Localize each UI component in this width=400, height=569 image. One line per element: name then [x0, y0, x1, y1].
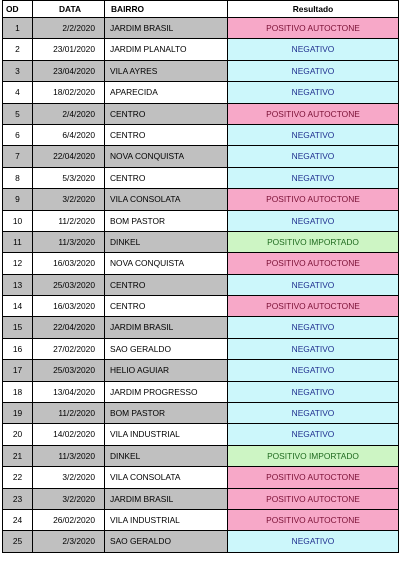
cases-table [2, 0, 399, 553]
header-row [3, 1, 399, 18]
cell-resultado[interactable]: POSITIVO AUTOCTONE [228, 296, 399, 317]
table-row [3, 189, 399, 210]
cell-od[interactable]: 1 [3, 18, 33, 39]
cell-resultado[interactable]: NEGATIVO [228, 146, 399, 167]
cell-bairro[interactable]: VILA INDUSTRIAL [105, 509, 228, 530]
cell-bairro[interactable]: CENTRO [105, 103, 228, 124]
cell-od[interactable]: 14 [3, 296, 33, 317]
cell-bairro[interactable]: NOVA CONQUISTA [105, 253, 228, 274]
cell-data[interactable]: 6/4/2020 [33, 124, 105, 145]
cell-resultado[interactable]: NEGATIVO [228, 39, 399, 60]
cell-od[interactable]: 6 [3, 124, 33, 145]
cell-resultado[interactable]: NEGATIVO [228, 381, 399, 402]
cell-bairro[interactable]: CENTRO [105, 167, 228, 188]
cell-od[interactable]: 15 [3, 317, 33, 338]
cell-od[interactable]: 13 [3, 274, 33, 295]
cell-resultado[interactable]: NEGATIVO [228, 167, 399, 188]
cell-data[interactable]: 3/2/2020 [33, 467, 105, 488]
cell-data[interactable]: 16/03/2020 [33, 296, 105, 317]
table-row [3, 210, 399, 231]
cell-od[interactable]: 7 [3, 146, 33, 167]
cell-resultado[interactable]: NEGATIVO [228, 274, 399, 295]
cell-od[interactable]: 11 [3, 231, 33, 252]
table-row [3, 317, 399, 338]
cell-bairro[interactable]: JARDIM PLANALTO [105, 39, 228, 60]
cell-data[interactable]: 3/2/2020 [33, 488, 105, 509]
cell-data[interactable]: 11/3/2020 [33, 445, 105, 466]
table-row [3, 231, 399, 252]
table-row [3, 60, 399, 81]
cell-data[interactable]: 25/03/2020 [33, 274, 105, 295]
cell-od[interactable]: 3 [3, 60, 33, 81]
spreadsheet [2, 0, 398, 553]
cell-bairro[interactable]: BOM PASTOR [105, 403, 228, 424]
table-row [3, 424, 399, 445]
cell-od[interactable]: 22 [3, 467, 33, 488]
table-row [3, 445, 399, 466]
table-row [3, 531, 399, 552]
cell-bairro[interactable]: JARDIM PROGRESSO [105, 381, 228, 402]
cell-data[interactable]: 22/04/2020 [33, 146, 105, 167]
table-row [3, 274, 399, 295]
table-body [3, 18, 399, 553]
cell-resultado[interactable]: POSITIVO AUTOCTONE [228, 18, 399, 39]
cell-bairro[interactable]: VILA INDUSTRIAL [105, 424, 228, 445]
cell-bairro[interactable]: CENTRO [105, 296, 228, 317]
cell-bairro[interactable]: BOM PASTOR [105, 210, 228, 231]
cell-resultado[interactable]: NEGATIVO [228, 531, 399, 552]
cell-resultado[interactable]: POSITIVO IMPORTADO [228, 231, 399, 252]
cell-bairro[interactable]: JARDIM BRASIL [105, 317, 228, 338]
cell-data[interactable]: 23/04/2020 [33, 60, 105, 81]
cell-od[interactable]: 4 [3, 82, 33, 103]
cell-data[interactable]: 2/4/2020 [33, 103, 105, 124]
header-od[interactable]: OD [3, 1, 33, 18]
table-row [3, 124, 399, 145]
cell-bairro[interactable]: SAO GERALDO [105, 338, 228, 359]
cell-bairro[interactable]: JARDIM BRASIL [105, 488, 228, 509]
cell-od[interactable]: 5 [3, 103, 33, 124]
cell-bairro[interactable]: SAO GERALDO [105, 531, 228, 552]
cell-data[interactable]: 5/3/2020 [33, 167, 105, 188]
cell-resultado[interactable]: POSITIVO AUTOCTONE [228, 467, 399, 488]
cell-resultado[interactable]: NEGATIVO [228, 210, 399, 231]
cell-data[interactable]: 22/04/2020 [33, 317, 105, 338]
cell-bairro[interactable]: NOVA CONQUISTA [105, 146, 228, 167]
table-row [3, 253, 399, 274]
cell-bairro[interactable]: CENTRO [105, 124, 228, 145]
cell-od[interactable]: 2 [3, 39, 33, 60]
cell-bairro[interactable]: HELIO AGUIAR [105, 360, 228, 381]
table-row [3, 509, 399, 530]
cell-data[interactable]: 11/3/2020 [33, 231, 105, 252]
cell-bairro[interactable]: JARDIM BRASIL [105, 18, 228, 39]
table-row [3, 296, 399, 317]
cell-resultado[interactable]: POSITIVO IMPORTADO [228, 445, 399, 466]
table-row [3, 18, 399, 39]
cell-data[interactable]: 13/04/2020 [33, 381, 105, 402]
cell-resultado[interactable]: POSITIVO AUTOCTONE [228, 189, 399, 210]
cell-resultado[interactable]: POSITIVO AUTOCTONE [228, 103, 399, 124]
cell-data[interactable]: 27/02/2020 [33, 338, 105, 359]
cell-resultado[interactable]: NEGATIVO [228, 403, 399, 424]
table-row [3, 403, 399, 424]
cell-od[interactable]: 17 [3, 360, 33, 381]
table-row [3, 488, 399, 509]
cell-bairro[interactable]: APARECIDA [105, 82, 228, 103]
cell-resultado[interactable]: NEGATIVO [228, 424, 399, 445]
cell-od[interactable]: 18 [3, 381, 33, 402]
cell-bairro[interactable]: VILA CONSOLATA [105, 467, 228, 488]
table-row [3, 338, 399, 359]
cell-od[interactable]: 20 [3, 424, 33, 445]
table-row [3, 167, 399, 188]
cell-resultado[interactable]: NEGATIVO [228, 82, 399, 103]
cell-resultado[interactable]: NEGATIVO [228, 338, 399, 359]
cell-data[interactable]: 26/02/2020 [33, 509, 105, 530]
cell-data[interactable]: 16/03/2020 [33, 253, 105, 274]
cell-od[interactable]: 16 [3, 338, 33, 359]
table-row [3, 381, 399, 402]
cell-bairro[interactable]: DINKEL [105, 231, 228, 252]
header-bairro[interactable]: BAIRRO [105, 1, 228, 18]
cell-data[interactable]: 11/2/2020 [33, 403, 105, 424]
cell-od[interactable]: 12 [3, 253, 33, 274]
cell-bairro[interactable]: VILA CONSOLATA [105, 189, 228, 210]
cell-resultado[interactable]: POSITIVO AUTOCTONE [228, 509, 399, 530]
cell-resultado[interactable]: POSITIVO AUTOCTONE [228, 488, 399, 509]
cell-od[interactable]: 8 [3, 167, 33, 188]
table-row [3, 360, 399, 381]
cell-resultado[interactable]: NEGATIVO [228, 317, 399, 338]
cell-data[interactable]: 25/03/2020 [33, 360, 105, 381]
cell-resultado[interactable]: NEGATIVO [228, 124, 399, 145]
cell-data[interactable]: 14/02/2020 [33, 424, 105, 445]
header-data[interactable]: DATA [33, 1, 105, 18]
cell-od[interactable]: 10 [3, 210, 33, 231]
cell-od[interactable]: 24 [3, 509, 33, 530]
table-row [3, 39, 399, 60]
cell-data[interactable]: 3/2/2020 [33, 189, 105, 210]
cell-data[interactable]: 2/3/2020 [33, 531, 105, 552]
cell-od[interactable]: 9 [3, 189, 33, 210]
header-resultado[interactable]: Resultado [228, 1, 399, 18]
cell-resultado[interactable]: NEGATIVO [228, 60, 399, 81]
cell-od[interactable]: 19 [3, 403, 33, 424]
table-row [3, 146, 399, 167]
cell-data[interactable]: 18/02/2020 [33, 82, 105, 103]
cell-data[interactable]: 2/2/2020 [33, 18, 105, 39]
cell-od[interactable]: 23 [3, 488, 33, 509]
cell-resultado[interactable]: POSITIVO AUTOCTONE [228, 253, 399, 274]
cell-data[interactable]: 11/2/2020 [33, 210, 105, 231]
cell-resultado[interactable]: NEGATIVO [228, 360, 399, 381]
table-row [3, 82, 399, 103]
cell-bairro[interactable]: DINKEL [105, 445, 228, 466]
cell-bairro[interactable]: VILA AYRES [105, 60, 228, 81]
cell-od[interactable]: 21 [3, 445, 33, 466]
cell-data[interactable]: 23/01/2020 [33, 39, 105, 60]
cell-bairro[interactable]: CENTRO [105, 274, 228, 295]
table-row [3, 467, 399, 488]
cell-od[interactable]: 25 [3, 531, 33, 552]
table-row [3, 103, 399, 124]
